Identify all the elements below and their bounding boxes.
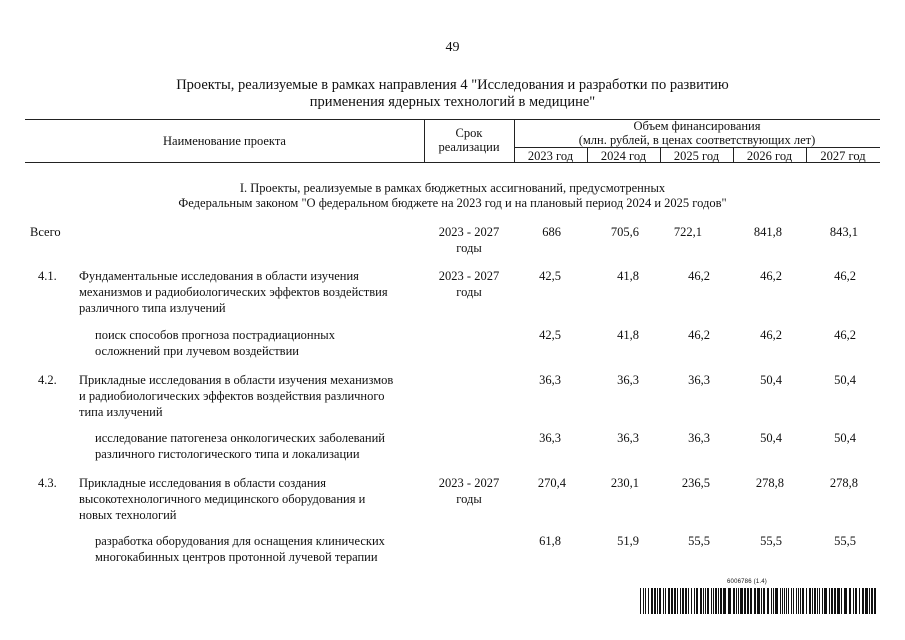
barcode-bar bbox=[874, 588, 876, 614]
row-value: 36,3 bbox=[688, 373, 710, 387]
barcode-bar bbox=[849, 588, 851, 614]
barcode-bar bbox=[822, 588, 823, 614]
row-value: 50,4 bbox=[760, 431, 782, 445]
row-value: 42,5 bbox=[539, 269, 561, 283]
row-name-line: различного типа излучений bbox=[79, 301, 226, 315]
barcode-bar bbox=[674, 588, 676, 614]
row-number: Всего bbox=[30, 225, 61, 239]
section-heading bbox=[0, 181, 905, 211]
row-value: 50,4 bbox=[834, 431, 856, 445]
barcode-bar bbox=[718, 588, 719, 614]
row-name-line: многокабинных центров протонной лучевой терапии bbox=[95, 550, 378, 564]
barcode-bar bbox=[713, 588, 714, 614]
row-value: 46,2 bbox=[760, 269, 782, 283]
row-value: 705,6 bbox=[610, 225, 639, 239]
barcode-bar bbox=[763, 588, 765, 614]
barcode-bar bbox=[700, 588, 702, 614]
header-volume bbox=[514, 119, 880, 147]
row-name-line: различного гистологического типа и локализации bbox=[95, 447, 360, 461]
barcode-bar bbox=[791, 588, 792, 614]
barcode-bar bbox=[733, 588, 735, 614]
barcode-bar bbox=[819, 588, 820, 614]
barcode-bar bbox=[707, 588, 709, 614]
row-project-name bbox=[95, 533, 424, 565]
row-term-line: годы bbox=[456, 285, 482, 299]
barcode-bar bbox=[685, 588, 687, 614]
row-value: 36,3 bbox=[688, 431, 710, 445]
row-name-line: типа излучений bbox=[79, 405, 163, 419]
row-value: 55,5 bbox=[834, 534, 856, 548]
barcode-bar bbox=[651, 588, 653, 614]
barcode-bar bbox=[682, 588, 684, 614]
barcode-bar bbox=[640, 588, 641, 614]
row-value: 46,2 bbox=[834, 328, 856, 342]
section-line-1: I. Проекты, реализуемые в рамках бюджетных ассигнований, предусмотренных bbox=[239, 181, 666, 195]
barcode-bar bbox=[775, 588, 778, 614]
barcode-bar bbox=[696, 588, 698, 614]
section-line-2: Федеральным законом "О федеральном бюджете на 2023 год и на плановый период 2024 и 2025 годов" bbox=[178, 196, 727, 210]
row-name-line: Прикладные исследования в области изучения механизмов bbox=[79, 373, 394, 387]
row-number: 4.3. bbox=[38, 476, 57, 490]
barcode-bar bbox=[744, 588, 746, 614]
row-value: 55,5 bbox=[760, 534, 782, 548]
header-volume-line-1: Объем финансирования bbox=[633, 119, 761, 133]
row-value: 36,3 bbox=[617, 431, 639, 445]
row-value: 41,8 bbox=[617, 328, 639, 342]
barcode-label: 6006786 (1.4) bbox=[727, 579, 767, 585]
document-title bbox=[0, 77, 905, 111]
header-term-line-2: реализации bbox=[438, 140, 500, 154]
barcode-bar bbox=[855, 588, 857, 614]
row-value: 230,1 bbox=[610, 476, 639, 490]
row-term-line: годы bbox=[456, 241, 482, 255]
header-year: 2025 год bbox=[673, 149, 720, 163]
barcode-bar bbox=[747, 588, 749, 614]
row-value: 270,4 bbox=[537, 476, 566, 490]
barcode-bar bbox=[859, 588, 860, 614]
barcode-bar bbox=[817, 588, 818, 614]
barcode-bar bbox=[750, 588, 752, 614]
barcode-bar bbox=[862, 588, 864, 614]
barcode-bar bbox=[844, 588, 847, 614]
barcode-bar bbox=[757, 588, 760, 614]
row-value: 36,3 bbox=[539, 431, 561, 445]
row-name-line: поиск способов прогноза пострадиационных bbox=[95, 328, 335, 342]
row-value: 46,2 bbox=[688, 269, 710, 283]
barcode-bar bbox=[665, 588, 666, 614]
barcode-bar bbox=[711, 588, 712, 614]
header-year: 2024 год bbox=[600, 149, 647, 163]
barcode-bar bbox=[788, 588, 789, 614]
row-value: 42,5 bbox=[539, 328, 561, 342]
barcode-bar bbox=[806, 588, 807, 614]
barcode-bar bbox=[793, 588, 794, 614]
barcode-bar bbox=[754, 588, 756, 614]
barcode-bar bbox=[841, 588, 842, 614]
row-value: 843,1 bbox=[829, 225, 858, 239]
barcode-bar bbox=[771, 588, 772, 614]
row-project-name bbox=[95, 327, 424, 359]
row-number: 4.2. bbox=[38, 373, 57, 387]
barcode-bar bbox=[814, 588, 816, 614]
barcode-bar bbox=[680, 588, 681, 614]
barcode-bar bbox=[773, 588, 774, 614]
row-value: 46,2 bbox=[834, 269, 856, 283]
barcode-bar bbox=[782, 588, 783, 614]
barcode-bar bbox=[834, 588, 836, 614]
barcode-image bbox=[640, 588, 878, 614]
barcode-bar bbox=[837, 588, 840, 614]
barcode-bar bbox=[767, 588, 769, 614]
barcode-bar bbox=[761, 588, 762, 614]
barcode-bar bbox=[736, 588, 737, 614]
row-value: 722,1 bbox=[673, 225, 702, 239]
row-value: 41,8 bbox=[617, 269, 639, 283]
header-term-line-1: Срок bbox=[455, 126, 483, 140]
barcode-bar bbox=[812, 588, 813, 614]
barcode-bar bbox=[853, 588, 854, 614]
header-year: 2023 год bbox=[527, 149, 574, 163]
page-number: 49 bbox=[445, 40, 460, 55]
row-name-line: осложнений при лучевом воздействии bbox=[95, 344, 299, 358]
barcode-bar bbox=[663, 588, 664, 614]
row-value: 46,2 bbox=[760, 328, 782, 342]
row-project-name bbox=[79, 475, 424, 523]
row-value: 36,3 bbox=[617, 373, 639, 387]
row-value: 36,3 bbox=[539, 373, 561, 387]
barcode-bar bbox=[831, 588, 833, 614]
barcode-bar bbox=[691, 588, 692, 614]
barcode-bar bbox=[784, 588, 785, 614]
barcode-bar bbox=[677, 588, 678, 614]
barcode-bar bbox=[645, 588, 646, 614]
header-year: 2026 год bbox=[746, 149, 793, 163]
barcode-bar bbox=[654, 588, 656, 614]
header-volume-line-2: (млн. рублей, в ценах соответствующих лет) bbox=[578, 133, 816, 147]
row-value: 686 bbox=[542, 225, 561, 239]
row-name-line: Прикладные исследования в области создания bbox=[79, 476, 326, 490]
years-top-rule bbox=[514, 147, 880, 148]
row-name-line: и радиобиологических эффектов воздействия различного bbox=[79, 389, 385, 403]
row-value: 55,5 bbox=[688, 534, 710, 548]
barcode-bar bbox=[668, 588, 670, 614]
barcode-bar bbox=[740, 588, 743, 614]
barcode-bar bbox=[720, 588, 722, 614]
barcode-bar bbox=[829, 588, 830, 614]
row-name-line: новых технологий bbox=[79, 508, 177, 522]
barcode-bar bbox=[824, 588, 827, 614]
row-term-line: годы bbox=[456, 492, 482, 506]
barcode-bar bbox=[694, 588, 695, 614]
row-project-name bbox=[95, 430, 424, 462]
row-name-line: высокотехнологичного медицинского оборудования и bbox=[79, 492, 366, 506]
barcode-bar bbox=[703, 588, 704, 614]
row-name-line: разработка оборудования для оснащения клинических bbox=[95, 534, 385, 548]
barcode-bar bbox=[796, 588, 797, 614]
barcode-bar bbox=[715, 588, 717, 614]
barcode-bar bbox=[705, 588, 706, 614]
barcode-bar bbox=[809, 588, 811, 614]
barcode-bar bbox=[671, 588, 673, 614]
row-value: 51,9 bbox=[617, 534, 639, 548]
barcode-bar bbox=[798, 588, 799, 614]
barcode-bar bbox=[871, 588, 873, 614]
row-value: 841,8 bbox=[753, 225, 782, 239]
row-value: 278,8 bbox=[755, 476, 784, 490]
row-project-name bbox=[79, 268, 424, 316]
row-value: 50,4 bbox=[834, 373, 856, 387]
row-number: 4.1. bbox=[38, 269, 57, 283]
barcode-bar bbox=[800, 588, 801, 614]
barcode-bar bbox=[869, 588, 870, 614]
row-value: 236,5 bbox=[681, 476, 710, 490]
barcode-bar bbox=[802, 588, 804, 614]
barcode-bar bbox=[738, 588, 739, 614]
barcode-bar bbox=[723, 588, 726, 614]
header-project-name: Наименование проекта bbox=[163, 134, 286, 148]
barcode-bar bbox=[688, 588, 689, 614]
barcode-bar bbox=[659, 588, 661, 614]
row-value: 278,8 bbox=[829, 476, 858, 490]
row-value: 46,2 bbox=[688, 328, 710, 342]
title-line-1: Проекты, реализуемые в рамках направления 4 "Исследования и разработки по развитию bbox=[176, 77, 729, 93]
header-year: 2027 год bbox=[820, 149, 866, 163]
barcode-bar bbox=[728, 588, 731, 614]
row-name-line: исследование патогенеза онкологических заболеваний bbox=[95, 431, 385, 445]
row-value: 61,8 bbox=[539, 534, 561, 548]
barcode-bar bbox=[780, 588, 781, 614]
row-term-line: 2023 - 2027 bbox=[438, 269, 500, 283]
row-term bbox=[424, 475, 514, 507]
barcode-bar bbox=[643, 588, 644, 614]
title-line-2: применения ядерных технологий в медицине" bbox=[309, 94, 596, 110]
barcode-bar bbox=[648, 588, 649, 614]
header-term bbox=[424, 126, 514, 154]
row-term-line: 2023 - 2027 bbox=[438, 225, 500, 239]
row-value: 50,4 bbox=[760, 373, 782, 387]
barcode-bar bbox=[865, 588, 868, 614]
barcode-bar bbox=[786, 588, 787, 614]
row-project-name bbox=[79, 372, 424, 420]
row-name-line: механизмов и радиобиологических эффектов воздействия bbox=[79, 285, 388, 299]
barcode-bar bbox=[657, 588, 658, 614]
row-name-line: Фундаментальные исследования в области изучения bbox=[79, 269, 359, 283]
row-term-line: 2023 - 2027 bbox=[438, 476, 500, 490]
